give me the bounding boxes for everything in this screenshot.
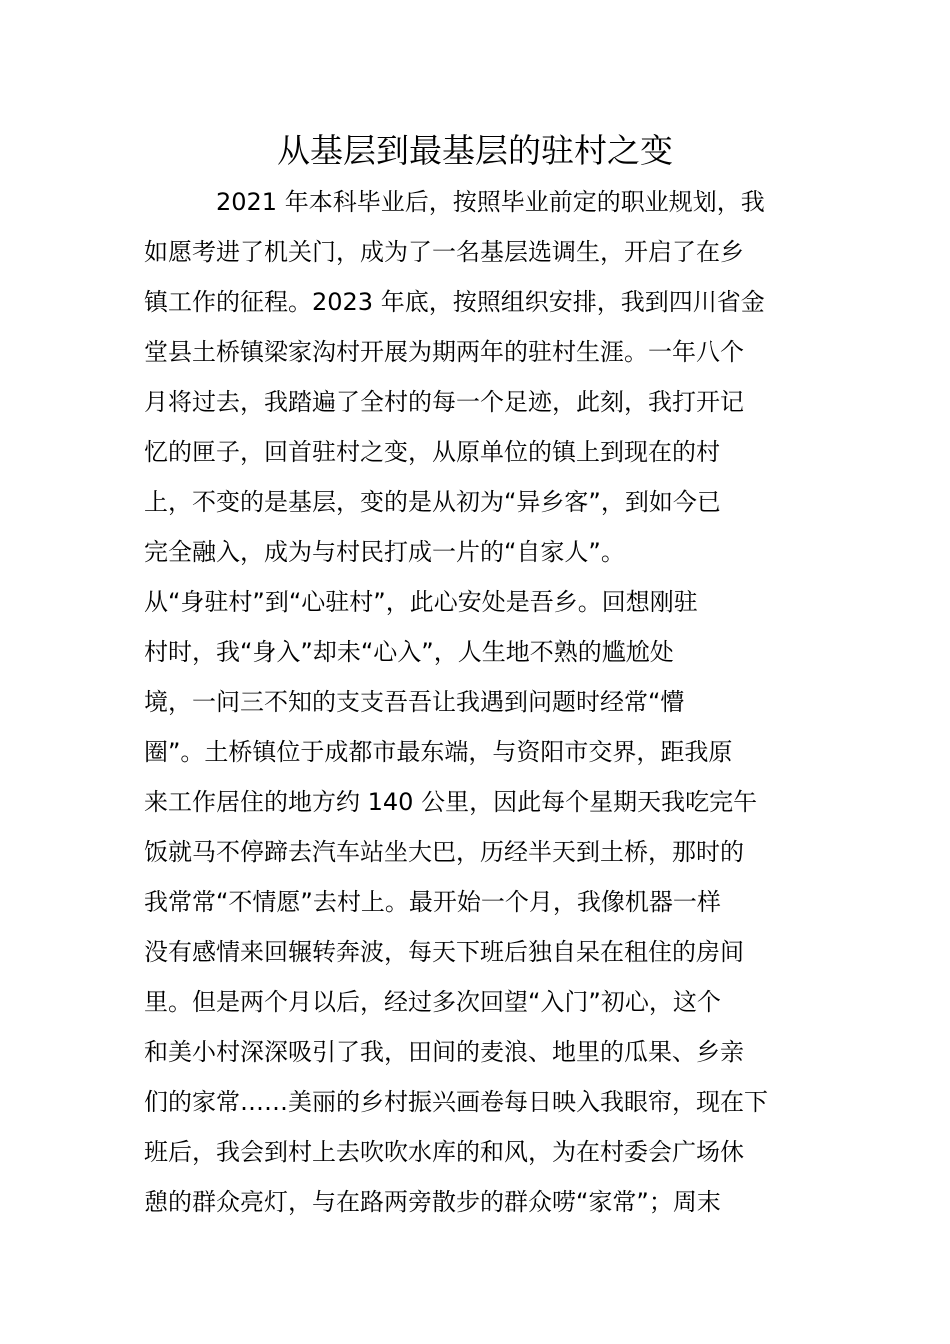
text-line: 堂县土桥镇梁家沟村开展为期两年的驻村生涯。一年八个 xyxy=(144,338,744,366)
text-line: 村时，我“身入”却未“心入”，人生地不熟的尴尬处 xyxy=(144,638,674,666)
text-line: 上，不变的是基层，变的是从初为“异乡客”，到如今已 xyxy=(144,488,721,516)
text-line: 饭就马不停蹄去汽车站坐大巴，历经半天到土桥，那时的 xyxy=(144,838,744,866)
text-line: 忆的匣子，回首驻村之变，从原单位的镇上到现在的村 xyxy=(144,438,720,466)
text-line: 镇工作的征程。2023 年底，按照组织安排，我到四川省金 xyxy=(144,288,765,316)
text-line: 月将过去，我踏遍了全村的每一个足迹，此刻，我打开记 xyxy=(144,388,744,416)
document-title: 从基层到最基层的驻村之变 xyxy=(277,131,673,170)
text-line: 和美小村深深吸引了我，田间的麦浪、地里的瓜果、乡亲 xyxy=(144,1038,744,1066)
text-line: 2021 年本科毕业后，按照毕业前定的职业规划，我 xyxy=(144,188,765,216)
text-line: 圈”。土桥镇位于成都市最东端，与资阳市交界，距我原 xyxy=(144,738,733,766)
text-line: 们的家常……美丽的乡村振兴画卷每日映入我眼帘，现在下 xyxy=(144,1088,768,1116)
document-body xyxy=(144,177,808,1227)
text-line: 我常常“不情愿”去村上。最开始一个月，我像机器一样 xyxy=(144,888,721,916)
text-line: 从“身驻村”到“心驻村”，此心安处是吾乡。回想刚驻 xyxy=(144,588,698,616)
text-line: 完全融入，成为与村民打成一片的“自家人”。 xyxy=(144,538,625,566)
text-line: 境，一问三不知的支支吾吾让我遇到问题时经常“懵 xyxy=(144,688,685,716)
text-line: 没有感情来回辗转奔波，每天下班后独自呆在租住的房间 xyxy=(144,938,744,966)
text-line: 班后，我会到村上去吹吹水库的和风，为在村委会广场休 xyxy=(144,1138,744,1166)
text-line: 如愿考进了机关门，成为了一名基层选调生，开启了在乡 xyxy=(144,238,744,266)
text-line: 来工作居住的地方约 140 公里，因此每个星期天我吃完午 xyxy=(144,788,758,816)
text-line: 里。但是两个月以后，经过多次回望“入门”初心，这个 xyxy=(144,988,721,1016)
text-line: 憩的群众亮灯，与在路两旁散步的群众唠“家常”；周末 xyxy=(144,1188,721,1216)
